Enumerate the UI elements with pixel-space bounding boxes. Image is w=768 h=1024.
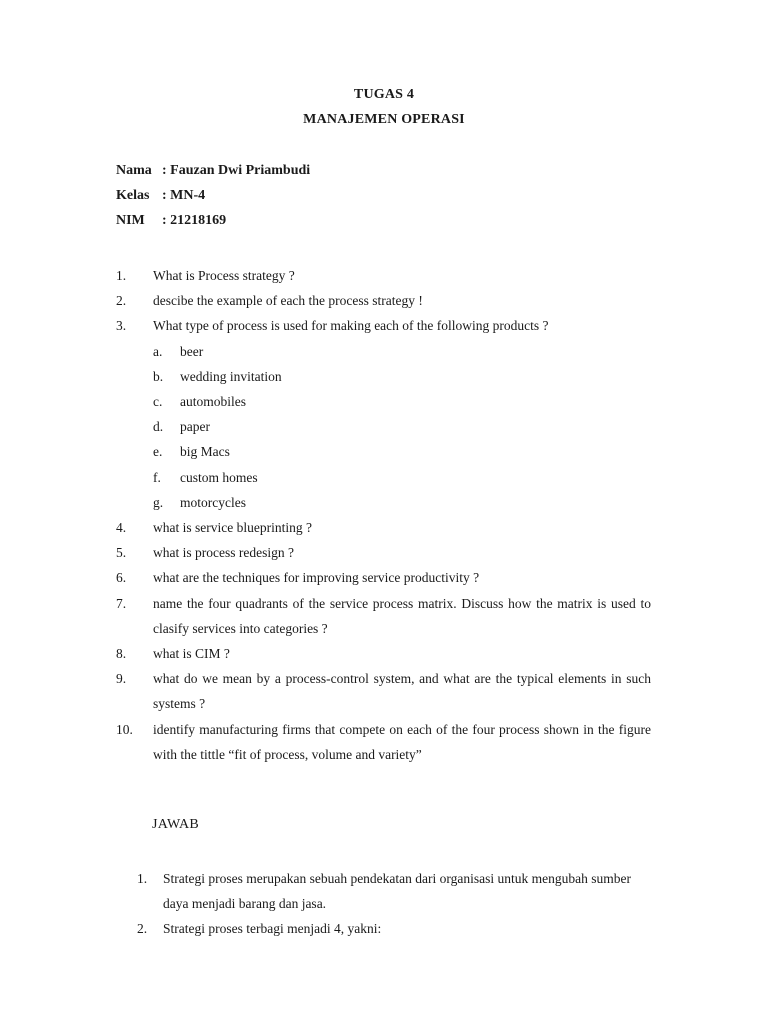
question-item — [116, 565, 651, 590]
question-item — [116, 591, 651, 641]
question-text: What type of process is used for making each of the following products ? — [153, 318, 549, 334]
sublist-text: paper — [180, 419, 210, 435]
document-subtitle: MANAJEMEN OPERASI — [303, 112, 465, 127]
question-text: what are the techniques for improving service productivity ? — [153, 570, 480, 586]
product-sublist — [153, 339, 651, 515]
sublist-item — [153, 439, 651, 464]
sublist-letter: e. — [153, 444, 163, 460]
sublist-text: automobiles — [180, 394, 246, 410]
question-item — [116, 263, 651, 288]
question-text: what do we mean by a process-control system, and what are the typical elements in such systems ? — [153, 671, 651, 712]
question-text: what is process redesign ? — [153, 545, 294, 561]
answer-number: 2. — [137, 921, 148, 937]
question-item — [116, 641, 651, 666]
question-number: 10. — [116, 721, 133, 737]
question-number: 5. — [116, 545, 127, 561]
question-item — [116, 288, 651, 313]
info-nim-label: NIM — [116, 213, 145, 228]
question-item — [116, 666, 651, 716]
sublist-item — [153, 364, 651, 389]
info-class-label: Kelas — [116, 188, 150, 203]
question-number: 4. — [116, 520, 127, 536]
question-text: What is Process strategy ? — [153, 268, 295, 283]
question-text: identify manufacturing firms that compete on each of the four process shown in the figure with the tittle “fit of process, volume and variety” — [153, 721, 651, 762]
info-name-row — [116, 163, 310, 179]
document-title: TUGAS 4 — [353, 87, 415, 102]
sublist-letter: b. — [153, 368, 164, 384]
question-item — [116, 717, 651, 767]
sublist-item — [153, 465, 651, 490]
answer-item — [137, 916, 657, 941]
sublist-letter: a. — [153, 343, 163, 359]
question-number: 2. — [116, 293, 127, 309]
question-text: what is service blueprinting ? — [153, 520, 312, 536]
sublist-letter: d. — [153, 419, 164, 435]
sublist-item — [153, 490, 651, 515]
question-text: name the four quadrants of the service process matrix. Discuss how the matrix is used to clasify services into categories ? — [153, 595, 651, 636]
sublist-text: big Macs — [180, 444, 230, 460]
answer-text: Strategi proses terbagi menjadi 4, yakni: — [163, 921, 382, 937]
question-number: 6. — [116, 570, 127, 586]
info-class-value: : MN-4 — [162, 188, 206, 203]
sublist-letter: g. — [153, 494, 164, 510]
sublist-item — [153, 339, 651, 364]
info-nim-row — [116, 213, 226, 229]
question-list — [116, 263, 651, 767]
answer-number: 1. — [137, 871, 148, 886]
sublist-text: wedding invitation — [180, 368, 282, 384]
sublist-text: beer — [180, 343, 204, 359]
answer-heading: JAWAB — [152, 817, 200, 832]
sublist-text: motorcycles — [180, 494, 246, 510]
sublist-item — [153, 414, 651, 439]
info-class-row — [116, 188, 205, 204]
question-text: descibe the example of each the process strategy ! — [153, 293, 423, 309]
question-item — [116, 540, 651, 565]
sublist-text: custom homes — [180, 469, 258, 485]
info-name-value: : Fauzan Dwi Priambudi — [162, 163, 311, 178]
answer-list — [137, 866, 657, 942]
answer-item — [137, 866, 657, 916]
sublist-item — [153, 389, 651, 414]
answer-text: Strategi proses merupakan sebuah pendekatan dari organisasi untuk mengubah sumber daya menjadi barang dan jasa. — [163, 871, 631, 912]
sublist-letter: f. — [153, 469, 161, 485]
sublist-letter: c. — [153, 394, 163, 410]
question-number: 9. — [116, 671, 127, 687]
info-name-label: Nama — [116, 163, 152, 178]
question-item — [116, 313, 651, 515]
question-number: 8. — [116, 646, 127, 662]
question-item — [116, 515, 651, 540]
question-number: 3. — [116, 318, 127, 334]
question-text: what is CIM ? — [153, 646, 230, 662]
question-number: 7. — [116, 595, 127, 611]
question-number: 1. — [116, 268, 127, 283]
info-nim-value: : 21218169 — [162, 213, 227, 228]
